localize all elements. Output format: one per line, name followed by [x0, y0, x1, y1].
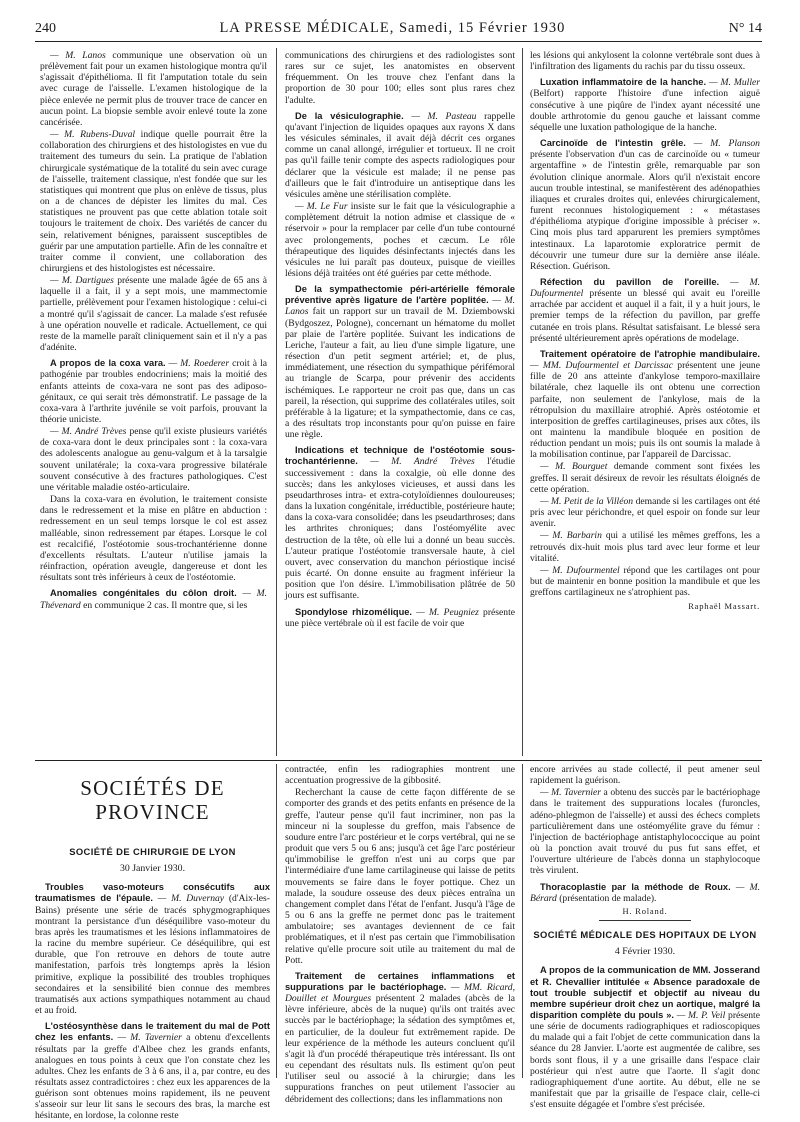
paragraph-text: communique une observation où un prélèvement fait pour un examen histologique montra qu'il s'agissait d'épithélioma. Il fit l'amputation totale du sein avec curage de l'aisselle. L'examen histologique de la pièce enlevée ne permit plus de trouver trace de cancer en aucun point. La biopsie semble avoir enlevé toute la zone cancérisée. [40, 50, 268, 128]
paragraph-title: Troubles vaso-moteurs consécutifs aux traumatismes de l'épaule. [35, 882, 270, 904]
author-name: — M. Tavernier [117, 1032, 182, 1044]
page-number: 240 [35, 21, 56, 36]
paragraph [35, 882, 270, 1016]
society-name: SOCIÉTÉ MÉDICALE DES HOPITAUX DE LYON [533, 929, 757, 941]
paragraph-text: demande si les cartilages ont été pris avec leur périchondre, et quel espoir on fonde sur leur avenir. [530, 495, 760, 530]
paragraph-text: Recherchant la cause de cette façon différente de se comporter des grands et des petits enfants en présence de la greffe, l'auteur pense qu'il faut incriminer, non pas la minceur ni la souplesse du greffon, mais l'absence de soudure entre l'arc postérieur et le corps vertébral, qui ne se produit que vers 5 ou 6 ans; jusqu'à cet âge l'arc postérieur qu'immobilise le greffon n'est uni au corps que par l'intermédiaire d'une lame cartilagineuse qui laisse de petits mouvements se faire dans le foyer pottique. Chez un malade, la soudure osseuse des deux pièces entraîna un changement complet dans l'état de l'enfant. Jusqu'à l'âge de 5 ou 6 ans la greffe ne permet donc pas le traitement ambulatoire; ses avantages deviennent de ce fait problématiques, et il n'est pas certain que l'immobilisation relative qu'elle procure soit utile au traitement du mal de Pott. [285, 787, 515, 966]
paragraph-title: A propos de la communication de MM. Josserand et R. Chevallier intitulée « Absence paradoxale de tout trouble subjectif et objectif au niveau du membre supérieur droit chez un aortique, malgré la disparition complète du pouls ». [530, 965, 760, 1020]
paragraph-text: insiste sur le fait que la vésiculographie a complètement détruit la notion admise et classique de « réservoir » pour la remplacer par celle d'un tube contourné avec prolongements, poches et cæcum. Le rôle thérapeutique des liquides désinfectants injectés dans les vésicules ne lui paraît pas douteux, puisque de vieilles lésions déjà traitées ont été guéries par cette méthode. [285, 201, 515, 279]
paragraph-title: De la sympathectomie péri-artérielle fémorale préventive après ligature de l'artère poplitée. [285, 284, 515, 306]
author-name: — M. Dartigues [50, 275, 114, 287]
paragraph-title: A propos de la coxa vara. [50, 358, 166, 369]
page-header [35, 20, 762, 40]
paragraph [285, 787, 515, 966]
column-divider [276, 764, 277, 1078]
paragraph-text: présente l'observation d'un cas de carcinoïde ou « tumeur argentaffine » de l'intestin grêle, remarquable par son évolution clinique anormale. Alors qu'il n'existait encore aucun trouble intestinal, se manifestèrent des adénopathies iliaques et crurales droites qui, enlevées chirurgicalement, furent reconnues histologiquement : « métastases d'épithélioma atypique d'origine impossible à préciser ». Cinq mois plus tard apparurent les premiers symptômes intestinaux. La laparotomie exploratrice permit de découvrir une tumeur dure sur la dernière anse iléale. Résection. Guérison. [530, 149, 760, 272]
paragraph [40, 426, 267, 493]
paragraph [285, 607, 515, 629]
author-name: — M. P. Veil [676, 1009, 726, 1021]
paragraph [530, 882, 760, 904]
column-divider [522, 764, 523, 1078]
author-name: — M. Barbarin [540, 530, 602, 542]
column-divider [276, 48, 277, 756]
author-name: — M. Bourguet [540, 461, 608, 473]
paragraph [530, 77, 760, 133]
paragraph-title: Spondylose rhizomélique. [295, 606, 413, 617]
paragraph-text: rappelle qu'avant l'injection de liquides opaques aux rayons X dans les vésicules séminales, il avait déjà décrit ces organes comme un canal allongé, irrégulier et tortueux. Il ne croit pas qu'il faille tenir compte des aspects radiologiques pour déclarer que la vésicule est malade; il ne pense pas d'ailleurs que le fait d'introduire un antiseptique dans les vésicules amène une stérilisation complète. [285, 110, 516, 200]
section-rule [35, 760, 762, 761]
paragraph-text: (Belfort) rapporte l'histoire d'une infection aiguë consécutive à une piqûre de l'index ayant nécessité une double arthrotomie du genou gauche et laissant comme séquelle une luxation pathologique de la hanche. [530, 88, 760, 133]
paragraph-text: en communique 2 cas. Il montre que, si les [83, 599, 248, 611]
paragraph-title: Carcinoïde de l'intestin grêle. [540, 138, 686, 149]
bottom-column-1 [35, 764, 270, 1122]
paragraph-text: (d'Aix-les-Bains) présente une série de tracés sphygmographiques montrant la persistance d'un déséquilibre vaso-moteur du bras après les traumatismes et les lésions inflammatoires de la racine du membre supérieur. Ce déséquilibre, qui est durable, que l'on retrouve en dehors de toute autre manifestation, parfois très longtemps après la lésion primitive, explique la possibilité des troubles trophiques secondaires et la sensibilité bien connue des membres traumatisés aux actions sympathiques notamment au chaud et au froid. [35, 893, 270, 1017]
bottom-column-3 [530, 764, 761, 1111]
paragraph-title: Indications et technique de l'ostéotomie sous-trochantérienne. [285, 445, 515, 467]
paragraph-text: qui a utilisé les mêmes greffons, les a retrouvés dix-huit mois plus tard avec leur forme et leur vitalité. [530, 530, 760, 564]
author-name: — M. Thévenard [40, 588, 267, 611]
paragraph-text: les lésions qui ankylosent la colonne vertébrale sont dues à l'infiltration des ligaments du rachis par du tissu osseux. [530, 50, 760, 73]
author-name: — M. Muller [709, 77, 760, 89]
paragraph [530, 764, 760, 786]
author-name: — M. Dufourmentel [530, 276, 760, 300]
paragraph [285, 445, 515, 601]
society-name: SOCIÉTÉ DE CHIRURGIE DE LYON [69, 846, 236, 857]
paragraph-title: Traitement opératoire de l'atrophie mandibulaire. [540, 348, 760, 359]
paragraph-text: présentent 2 malades (abcès de la lèvre inférieure, abcès de la nuque) qu'ils ont traités avec succès par le bactériophage; la sédation des symptômes et, en particulier, de la douleur fut extrêmement rapide. De leur expérience de la méthode les auteurs concluent qu'il s'agit là d'un procédé thérapeutique très intéressant. Ils ont eu cependant des résultats nuls. Ils estiment qu'on peut l'utiliser seul ou associé à la chirurgie; dans les suppurations franches on peut utilement l'associer au débridement des collections; dans les inflammations non [285, 993, 515, 1105]
paragraph-text: a obtenu des succès par le bactériophage dans le traitement des suppurations locales (furoncles, adéno-phlegmon de l'aisselle) et aussi des échecs complets particulièrement dans une ostéomyélite grave du fémur : l'injection de bactériophage antistaphylococcique au point où la ponction avait trouvé du pus fut sans effet, et l'ouverture ultérieure de l'abcès donna un staphylocoque très virulent. [530, 787, 761, 877]
paragraph [530, 496, 760, 529]
paragraph-title: Réfection du pavillon de l'oreille. [540, 276, 720, 287]
author-name: — M. Tavernier [540, 787, 601, 799]
author-name: — MM. Ricard, Douillet et Mourgues [285, 981, 515, 1005]
paragraph [40, 588, 267, 610]
paragraph-text: fait un rapport sur un travail de M. Dziembowski (Bydgoszez, Pologne), concernant un hématome du mollet par plaie de l'artère poplitée. Suivant les indications de Leriche, l'auteur a fait, au lieu d'une simple ligature, une résection d'un petit segment artériel; et, de plus, immédiatement, une résection du sympathique périfémoral au triangle de Scarpa, pour prévenir des accidents ischémiques. Le rapporteur ne croit pas que, dans un cas pareil, la résection, qui supprime des collatérales utiles, soit préférable à la ligature; et la sympathectomie, dans ce cas, a des résultats trop inconstants pour qu'on puisse en faire une règle. [285, 306, 515, 441]
author-name: — M. André Trèves [370, 456, 475, 468]
section-title: SOCIÉTÉS DE PROVINCE [80, 776, 225, 824]
author-name: — M. André Trèves [50, 426, 127, 438]
header-rule [35, 41, 762, 42]
paragraph [530, 461, 760, 494]
author-name: — M. Pasteau [411, 110, 477, 122]
author-name: — M. Peugniez [416, 606, 479, 618]
paragraph-text: encore arrivées au stade collecté, il peut amener seul rapidement la guérison. [530, 764, 760, 787]
paragraph [530, 787, 760, 876]
paragraph [530, 349, 760, 461]
paragraph-title: Traitement de certaines inflammations et suppurations par le bactériophage. [285, 970, 515, 992]
paragraph-text: a obtenu d'excellents résultats par la greffe d'Albee chez les grands enfants, analogues en tous points à ceux que l'on constate chez les adultes. Chez les enfants de 3 à 6 ans, il a, par contre, eu des résultats assez contradictoires : chez eux les apparences de la guérison sont obtenues moins rapidement, ils ne peuvent s'asseoir sur leur lit sans le secours des bras, la marche est hésitante, en lordose, la colonne reste [35, 1032, 270, 1122]
paragraph-text: communications des chirurgiens et des radiologistes sont rares sur ce sujet, les anatomistes en observent fréquemment. On les trouve chez l'enfant dans la proportion de 30 pour 100; elles sont plus rares chez l'adulte. [285, 50, 515, 106]
paragraph [530, 565, 760, 598]
paragraph-text: demande comment sont fixées les greffes. Il serait désireux de revoir les résultats éloignés de cette opération. [530, 461, 760, 495]
author-name: — M. Le Fur [295, 201, 348, 213]
author-name: — M. Duvernay [157, 893, 225, 905]
paragraph [285, 971, 515, 1105]
journal-title: LA PRESSE MÉDICALE, Samedi, 15 Février 1930 [219, 20, 566, 36]
top-column-3 [530, 50, 760, 754]
paragraph [285, 284, 515, 440]
paragraph-text: présente un blessé qui avait eu l'oreille arrachée par accident et auquel il a fait, il y a huit jours, le premier temps de la réfection du pavillon, par greffe cutanée en trois plans. Résultat satisfaisant. Le blessé sera présenté ultérieurement après opérations de modelage. [530, 288, 760, 344]
paragraph-text: l'étudie successivement : dans la coxalgie, où elle donne des succès; dans les ankyloses vicieuses, et aussi dans les pseudarthroses intra- et extra-cotyloïdiennes douloureuses; dans la luxation congénitale, irréductible, postérieure haute; dans la coxa-vara consolidée; dans les pseudarthroses; dans les arthrites chroniques; dans l'ostéomyélite avec destruction de la tête, où elle lui a donné un beau succès. L'auteur pratique l'ostéotomie transversale haute, à ciel ouvert, avec conservation du manchon périostique incisé puis écarté. On donne ensuite au fragment inférieur la position que l'on désire. L'immobilisation plâtrée de 50 jours est suffisante. [285, 456, 516, 602]
paragraph-text: présentent une jeune fille de 20 ans atteinte d'ankylose temporo-maxillaire bilatérale, chez laquelle ils ont obtenu une correction parfaite, non seulement de l'ankylose, mais de la rétropulsion du maxillaire atrophié. Après ostéotomie et interposition de greffes cartilagineuses, prises aux côtes, ils ont maintenu la mandibule bloquée en position de réduction pendant un mois; puis ils ont soumis la malade à la mobilisation continue, par l'appareil de Darcissac. [530, 360, 760, 461]
paragraph-title: De la vésiculographie. [295, 110, 404, 121]
paragraph-text: Dans la coxa-vara en évolution, le traitement consiste dans le redressement et la mise en plâtre en abduction : redressement en un seul temps lorsque le col est assez malléable, sinon redressement par étapes. Lorsque le col est recalcifié, l'ostéotomie sous-trochantérienne donne d'excellents résultats. L'auteur n'utilise jamais la réinfraction, opération aveugle, dangereuse et dont les résultats sont très inférieurs à ceux de l'ostéotomie. [40, 494, 267, 584]
paragraph-text: croit à la pathogénie par troubles endocriniens; mais la moitié des enfants atteints de coxa-vara ne sont pas des adiposo-génitaux, ce qui serait très démonstratif. Le passage de la coxa-vara à l'arthrite juvénile se voit parfois, prouvant la théorie uniciste. [40, 358, 268, 425]
signature: H. Roland. [622, 905, 668, 916]
society-date: 30 Janvier 1930. [119, 863, 186, 875]
paragraph [35, 1021, 270, 1121]
bottom-column-2 [285, 764, 515, 1105]
author-name: — M. Lanos [285, 295, 515, 318]
paragraph-text: (présentation de malade). [559, 892, 657, 904]
paragraph-title: Luxation inflammatoire de la hanche. [540, 77, 707, 88]
author-name: — M. Rubens-Duval [50, 129, 136, 141]
paragraph-text: indique quelle pourrait être la collaboration des chirurgiens et des histologistes en vue du traitement des tumeurs du sein. La pratique de l'ablation chirurgicale systématique de la totalité du sein avec curage de l'aisselle, traitement classique, n'est fondée que sur les statistiques qui montrent que plus on enlève de tissus, plus on a de chances de dépister les limites du mal. Ces statistiques ne prouvent pas que cette ablation totale soit toujours le traitement de choix. Des variétés de cancer du sein, relativement bénignes, paraissent susceptibles de guérir par une amputation partielle. Afin de les connaître et traiter comme il convient, une collaboration des chirurgiens et des histologistes est nécessaire. [40, 129, 267, 274]
paragraph-text: présente une série de documents radiographiques et radioscopiques du malade qui a fait l'objet de cette communication dans la séance du 28 Janvier. L'aorte est augmentée de calibre, ses bords sont flous, il y a une grisaille dans l'espace clair postérieur qui n'est autre que l'aorte. Il s'agit donc radiographiquement d'une aortite. Au début, elle ne se manifestait que par la grisaille de l'espace clair, celle-ci s'est ensuite dégagée et l'ombre s'est précisée. [530, 1009, 760, 1111]
paragraph-text: pense qu'il existe plusieurs variétés de coxa-vara dont le deux principales sont : la coxa-vara des adolescents analogue au genu-valgum et à la tarsalgie souvent unilatérale; la coxa-vara progressive bilatérale souvent consécutive à des fractures pathologiques. C'est une véritable maladie ostéo-articulaire. [40, 426, 267, 493]
paragraph [40, 50, 267, 128]
paragraph-text: répond que les cartilages ont pour but de maintenir en bonne position la mandibule et que les greffons cartilagineux ne s'atrophient pas. [530, 564, 760, 599]
author-name: — M. Petit de la Villéon [540, 495, 634, 507]
author-name: — M. Lanos [50, 50, 106, 61]
paragraph [40, 275, 267, 353]
paragraph [530, 530, 760, 563]
paragraph [530, 138, 760, 272]
paragraph [40, 129, 267, 274]
paragraph [530, 277, 760, 344]
paragraph [285, 111, 515, 200]
short-rule [599, 920, 691, 921]
paragraph-title: L'ostéosynthèse dans le traitement du mal de Pott chez les enfants. [35, 1021, 270, 1043]
paragraph [285, 50, 515, 106]
column-divider [522, 48, 523, 756]
paragraph [40, 358, 267, 425]
author-name: — M. Dufourmentel [540, 564, 620, 576]
issue-number: N° 14 [728, 21, 762, 36]
society-date: 4 Février 1930. [614, 946, 676, 958]
paragraph-title: Anomalies congénitales du côlon droit. [50, 588, 237, 599]
author-name: — M. Bérard [530, 881, 760, 904]
paragraph-text: présente une pièce vertébrale où il est facile de voir que [285, 606, 516, 629]
signature: Raphaël Massart. [688, 601, 760, 612]
author-name: — M. Planson [693, 138, 760, 150]
paragraph [40, 494, 267, 583]
paragraph-text: contractée, enfin les radiographies montrent une accentuation progressive de la gibbosité. [285, 764, 515, 787]
top-column-1 [40, 50, 267, 754]
paragraph-text: présente une malade âgée de 65 ans à laquelle il a fait, il y a sept mois, une mammectomie partielle, prélèvement pour l'examen histologique : celui-ci a montré qu'il s'agissait de cancer. La malade s'est refusée à une opération nouvelle et radicale. Actuellement, ce qui reste de la mamelle paraît cliniquement sain et il n'y a pas d'adénite. [40, 275, 268, 354]
author-name: — MM. Dufourmentel et Darcissac [530, 360, 673, 372]
author-name: — M. Roederer [168, 358, 230, 370]
paragraph [530, 965, 760, 1110]
paragraph [530, 50, 760, 72]
top-column-2 [285, 50, 515, 754]
paragraph [285, 201, 515, 279]
paragraph [285, 764, 515, 786]
paragraph-title: Thoracoplastie par la méthode de Roux. [540, 881, 731, 892]
